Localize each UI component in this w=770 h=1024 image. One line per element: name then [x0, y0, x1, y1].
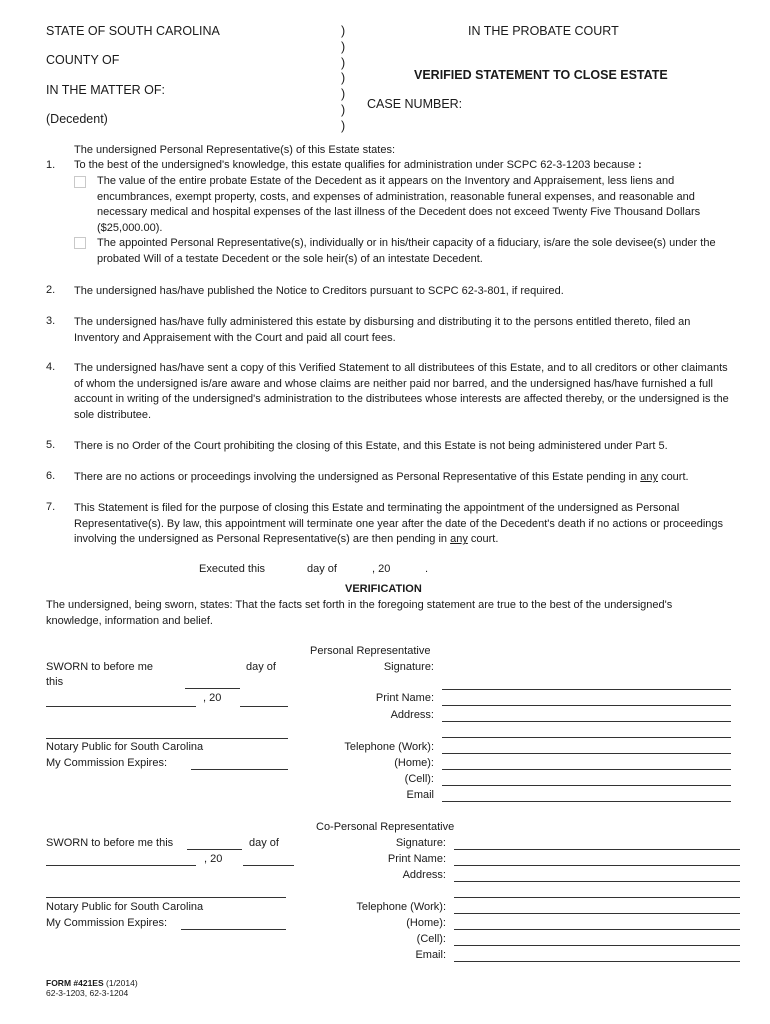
- copr-day-of-label: day of: [249, 837, 279, 849]
- copr-address-line[interactable]: [454, 881, 740, 882]
- pr-address-label: Address:: [390, 709, 434, 721]
- intro-text: The undersigned Personal Representative(s) of this Estate states:: [74, 144, 396, 156]
- copr-sworn-year-label: , 20: [204, 853, 223, 865]
- pr-sworn-day-line[interactable]: [185, 688, 240, 689]
- case-number-label: CASE NUMBER:: [367, 97, 463, 111]
- item-number: 5.: [46, 439, 56, 451]
- copr-notary-signature-line[interactable]: [46, 897, 286, 898]
- copr-cell-label: (Cell):: [416, 933, 446, 945]
- item-3-text: The undersigned has/have fully administered this estate by disbursing and distributing it to the persons entitled thereto, filed an Inventory and Appraisement with the Court and paid all court fees.: [74, 316, 691, 344]
- copr-address-line-2[interactable]: [454, 897, 740, 898]
- qualification-checkbox-sole-devisee[interactable]: [74, 237, 86, 249]
- statute-codes: 62-3-1203, 62-3-1204: [46, 988, 129, 998]
- pr-email-label: Email: [406, 789, 434, 801]
- pr-print-name-line[interactable]: [442, 705, 731, 706]
- pr-cell-label: (Cell):: [404, 773, 434, 785]
- pr-print-name-label: Print Name:: [375, 692, 434, 704]
- copr-email-label: Email:: [415, 949, 446, 961]
- item-number: 7.: [46, 501, 56, 513]
- pr-sworn-year-label: , 20: [203, 692, 222, 704]
- copr-signature-line[interactable]: [454, 849, 740, 850]
- pr-commission-line[interactable]: [191, 769, 288, 770]
- copr-sworn-year-line[interactable]: [243, 865, 294, 866]
- matter-label: IN THE MATTER OF:: [46, 83, 165, 97]
- copr-address-label: Address:: [402, 869, 446, 881]
- pr-home-label: (Home):: [394, 757, 434, 769]
- pr-cell-line[interactable]: [442, 785, 731, 786]
- copr-commission-label: My Commission Expires:: [46, 917, 168, 929]
- copr-print-name-line[interactable]: [454, 865, 740, 866]
- pr-signature-line[interactable]: [442, 689, 731, 690]
- executed-year-label: , 20: [372, 563, 391, 575]
- paren: ): [341, 102, 346, 117]
- copr-telephone-work-label: Telephone (Work):: [356, 901, 446, 913]
- paren: ): [341, 71, 346, 86]
- copr-signature-label: Signature:: [395, 837, 446, 849]
- paren: ): [341, 118, 346, 133]
- copr-print-name-label: Print Name:: [387, 853, 446, 865]
- pr-email-line[interactable]: [442, 801, 731, 802]
- pr-sworn-label: SWORN to before me: [46, 661, 153, 673]
- paren: ): [341, 39, 346, 54]
- executed-period: .: [425, 563, 429, 575]
- pr-sworn-year-line[interactable]: [240, 706, 288, 707]
- item-number: 1.: [46, 159, 56, 171]
- copr-home-line[interactable]: [454, 929, 740, 930]
- item-2-text: The undersigned has/have published the Notice to Creditors pursuant to SCPC 62-3-801, if required.: [74, 285, 564, 297]
- pr-home-line[interactable]: [442, 769, 731, 770]
- copr-notary-label: Notary Public for South Carolina: [46, 901, 204, 913]
- item-5-text: There is no Order of the Court prohibiting the closing of this Estate, and this Estate is not being administered under Part 5.: [74, 440, 668, 452]
- pr-address-line-2[interactable]: [442, 737, 731, 738]
- copr-email-line[interactable]: [454, 961, 740, 962]
- copr-cell-line[interactable]: [454, 945, 740, 946]
- pr-notary-signature-line[interactable]: [46, 738, 288, 739]
- court-label: IN THE PROBATE COURT: [468, 24, 619, 38]
- pr-day-of-label: day of: [246, 661, 276, 673]
- paren: ): [341, 24, 346, 38]
- verification-text: The undersigned, being sworn, states: That the facts set forth in the foregoing statement are true to the best of the undersigned's knowledge, information and belief.: [46, 599, 673, 627]
- decedent-label: (Decedent): [46, 112, 108, 126]
- copr-sworn-day-line[interactable]: [187, 849, 242, 850]
- pr-commission-label: My Commission Expires:: [46, 757, 168, 769]
- item-number: 6.: [46, 470, 56, 482]
- copr-home-label: (Home):: [406, 917, 446, 929]
- item-number: 3.: [46, 315, 56, 327]
- qualification-checkbox-value[interactable]: [74, 176, 86, 188]
- paren: ): [341, 55, 346, 70]
- pr-this-label: this: [46, 676, 64, 688]
- header-parentheses: [341, 24, 345, 135]
- paren: ): [341, 87, 346, 102]
- pr-telephone-work-line[interactable]: [442, 753, 731, 754]
- document-title: VERIFIED STATEMENT TO CLOSE ESTATE: [414, 68, 668, 82]
- item-4-text: The undersigned has/have sent a copy of this Verified Statement to all distributees of this Estate, and to all creditors or other claimants of whom the undersigned is/are aware and whose claims are neither paid nor barred, and the undersigned has/have furnished a full account in writing of the undersigned's administration to the distributees whose interests are affected thereby, or the undersigned is the sole distributee.: [74, 362, 729, 421]
- pr-heading: Personal Representative: [310, 645, 431, 657]
- executed-day-of-label: day of: [307, 563, 337, 575]
- item-6-text: There are no actions or proceedings involving the undersigned as Personal Representative of this Estate pending in any court.: [74, 471, 689, 483]
- county-label: COUNTY OF: [46, 53, 120, 67]
- copr-sworn-month-line[interactable]: [46, 865, 196, 866]
- qualification-option-sole-devisee: The appointed Personal Representative(s), individually or in his/their capacity of a fiduciary, is/are the sole devisee(s) under the probated Will of a testate Decedent or the sole heir(s) of an intestate Decedent.: [97, 237, 716, 265]
- item-number: 4.: [46, 361, 56, 373]
- copr-heading: Co-Personal Representative: [316, 821, 455, 833]
- pr-telephone-work-label: Telephone (Work):: [344, 741, 434, 753]
- pr-notary-label: Notary Public for South Carolina: [46, 741, 204, 753]
- copr-telephone-work-line[interactable]: [454, 913, 740, 914]
- item-7-text: This Statement is filed for the purpose of closing this Estate and terminating the appointment of the undersigned as Personal Representative(s). By law, this appointment will terminate one year after the date of the Decedent's death if no actions or proceedings involving the undersigned as Personal Representative(s) are then pending in any court.: [74, 502, 724, 546]
- form-identifier: FORM #421ES (1/2014): [46, 978, 138, 988]
- copr-commission-line[interactable]: [181, 929, 286, 930]
- state-label: STATE OF SOUTH CAROLINA: [46, 24, 220, 38]
- executed-this-label: Executed this: [199, 563, 266, 575]
- item-number: 2.: [46, 284, 56, 296]
- item-1-text: To the best of the undersigned's knowledge, this estate qualifies for administration under SCPC 62-3-1203 because :: [74, 159, 642, 171]
- verification-title: VERIFICATION: [345, 583, 422, 595]
- pr-sworn-month-line[interactable]: [46, 706, 196, 707]
- copr-sworn-label: SWORN to before me this: [46, 837, 174, 849]
- qualification-option-value: The value of the entire probate Estate of the Decedent as it appears on the Inventory and Appraisement, less liens and encumbrances, exempt property, costs, and expenses of administration, reasonable funeral expenses, and reasonable and necessary medical and hospital expenses of the last illness of the Decedent does not exceed Twenty Five Thousand Dollars ($25,000.00).: [97, 175, 701, 234]
- pr-signature-label: Signature:: [383, 661, 434, 673]
- pr-address-line[interactable]: [442, 721, 731, 722]
